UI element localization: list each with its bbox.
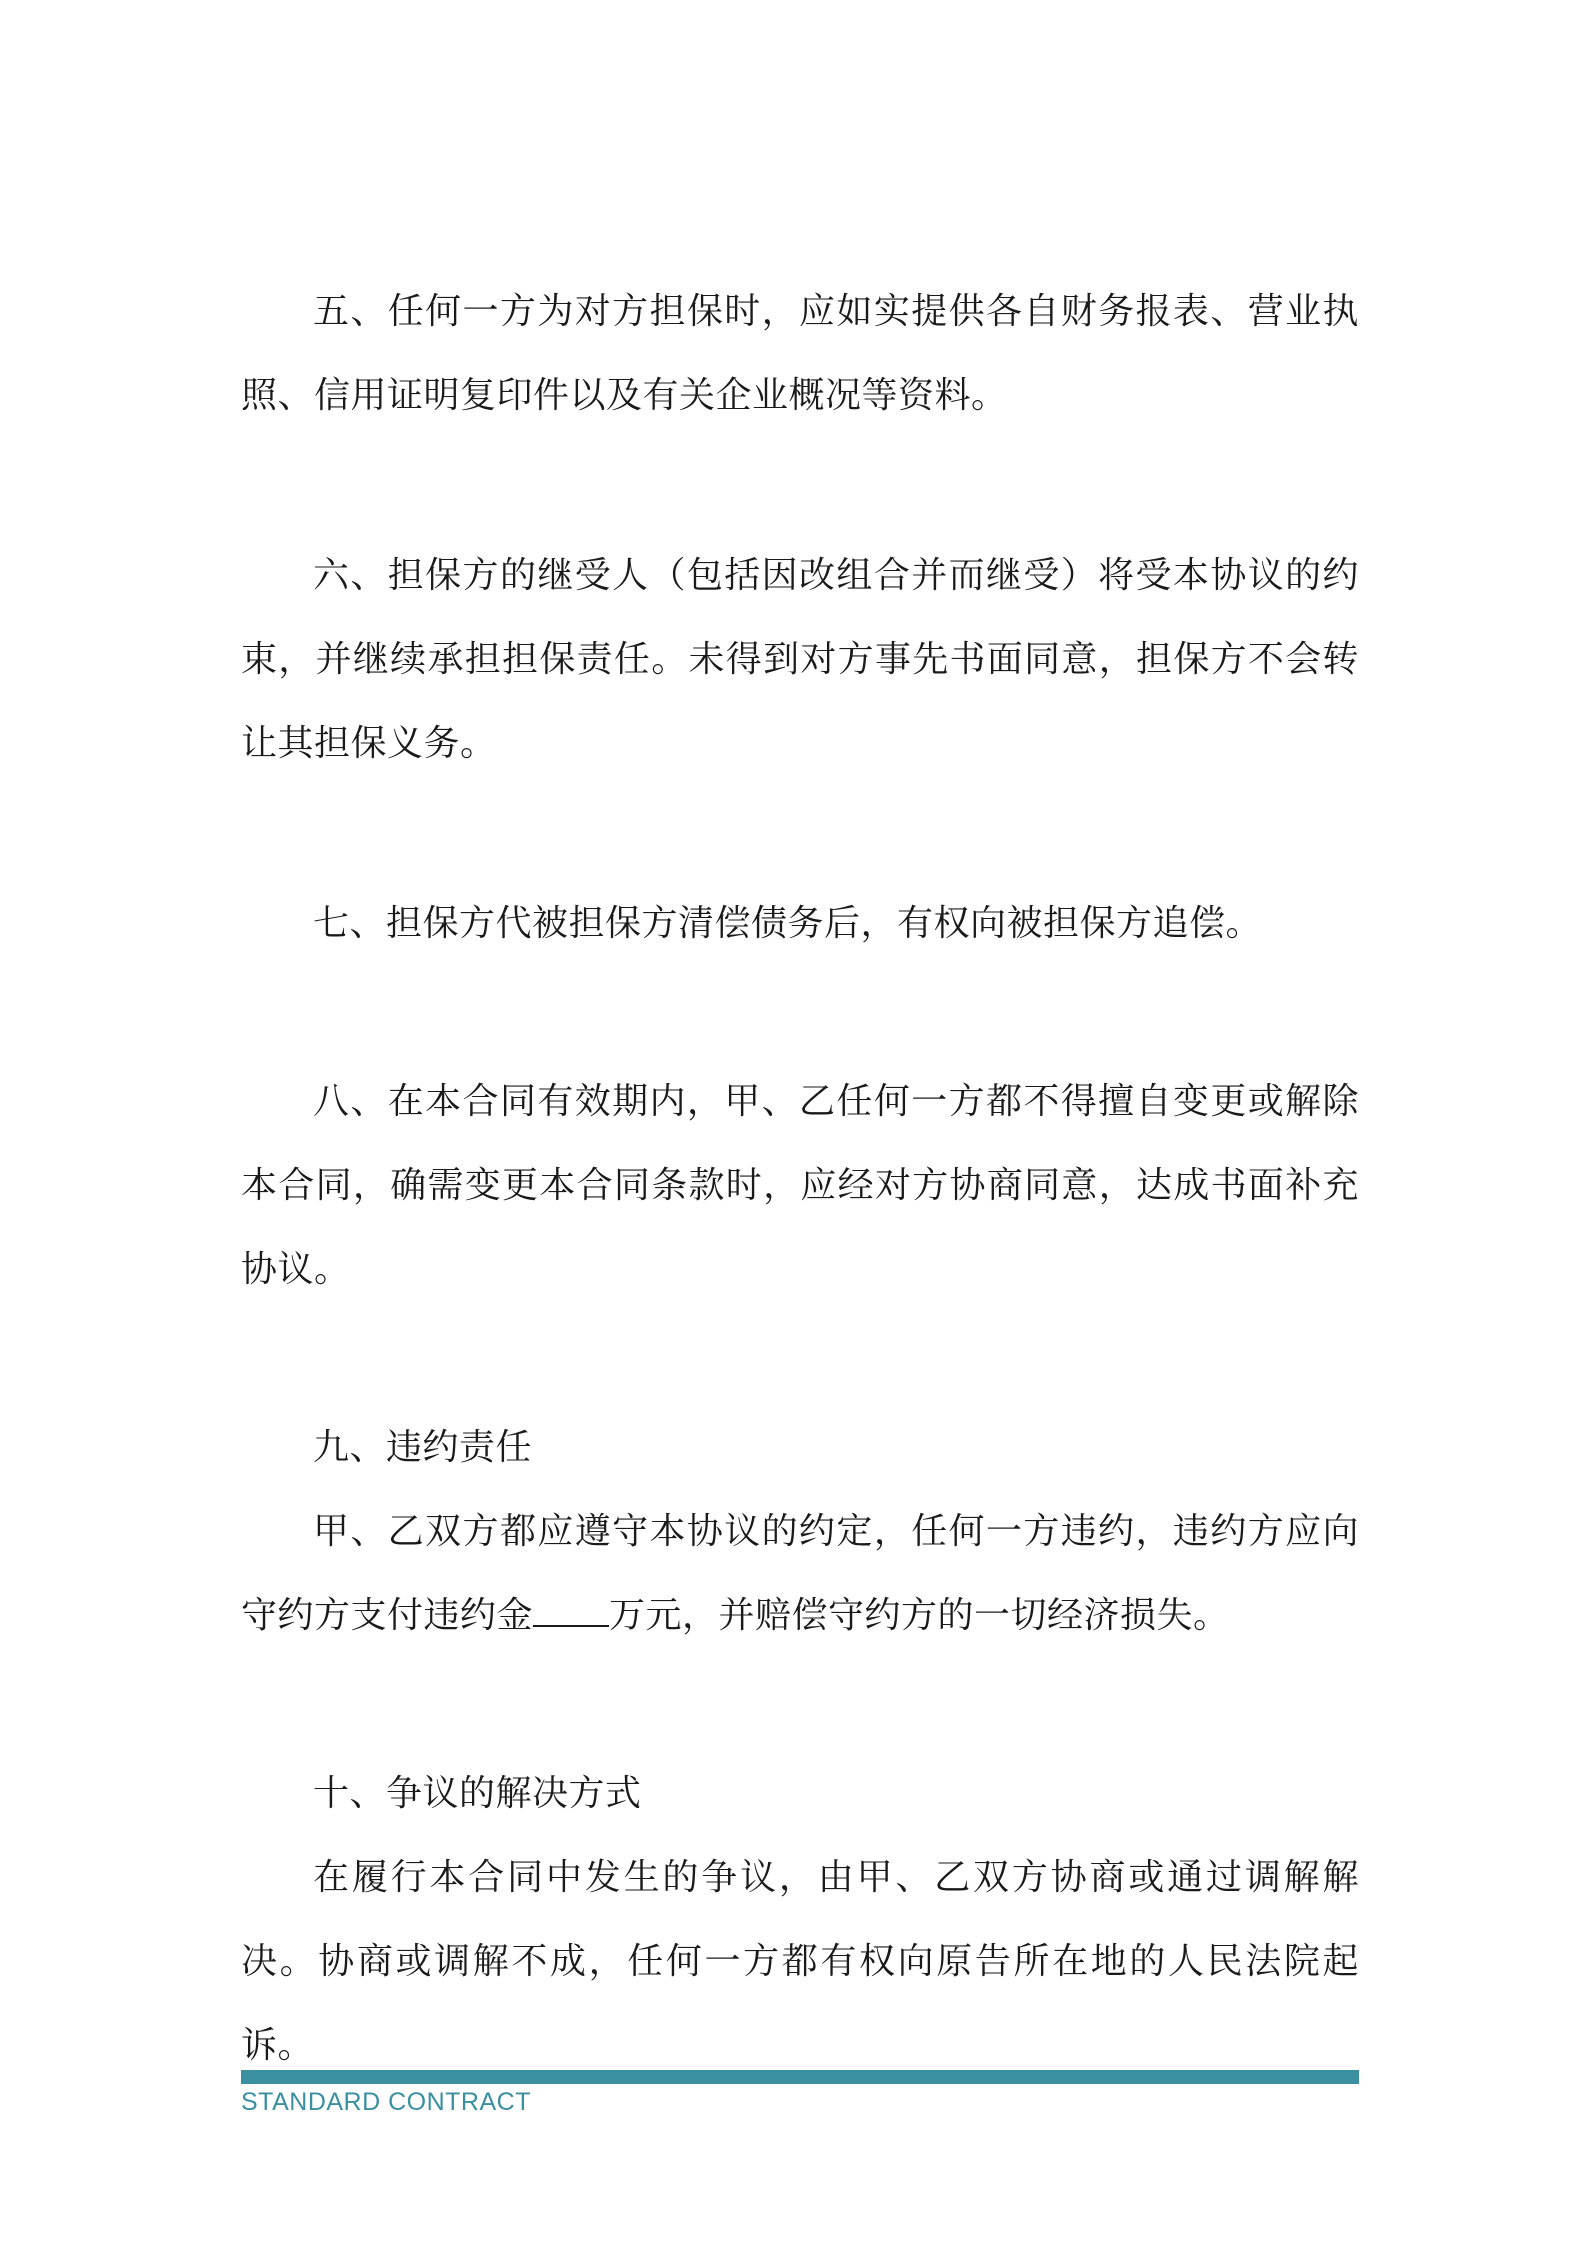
clause-6-text: 六、担保方的继受人（包括因改组合并而继受）将受本协议的约束，并继续承担担保责任。未得到对方事先书面同意，担保方不会转让其担保义务。 <box>241 555 1359 764</box>
clause-7-text: 七、担保方代被担保方清偿债务后，有权向被担保方追偿。 <box>313 903 1263 944</box>
clause-9-heading: 九、违约责任 <box>313 1427 533 1468</box>
clause-6 <box>241 534 1359 786</box>
clause-9-text-part-1: 甲、乙双方都应遵守本协议的约定，任何一方违约，违约方应向守约方支付违约金 <box>241 1511 1359 1636</box>
clause-10 <box>241 1752 1359 2088</box>
clause-8 <box>241 1060 1359 1312</box>
clause-10-text: 在履行本合同中发生的争议，由甲、乙双方协商或通过调解解决。协商或调解不成，任何一方都有权向原告所在地的人民法院起诉。 <box>241 1857 1359 2066</box>
clause-5 <box>241 270 1359 438</box>
clause-10-heading: 十、争议的解决方式 <box>313 1773 642 1814</box>
clause-9-text-part-2: 万元，并赔偿守约方的一切经济损失。 <box>609 1595 1230 1636</box>
clause-9-text <box>241 1490 1359 1658</box>
clause-8-text: 八、在本合同有效期内，甲、乙任何一方都不得擅自变更或解除本合同，确需变更本合同条款时，应经对方协商同意，达成书面补充协议。 <box>241 1081 1359 1290</box>
clause-7 <box>241 882 1359 966</box>
penalty-amount-blank[interactable] <box>533 1595 609 1627</box>
footer-label: STANDARD CONTRACT <box>241 2088 531 2116</box>
footer-accent-bar <box>241 2070 1359 2084</box>
clause-9 <box>241 1406 1359 1658</box>
clause-5-text: 五、任何一方为对方担保时，应如实提供各自财务报表、营业执照、信用证明复印件以及有关企业概况等资料。 <box>241 291 1359 416</box>
